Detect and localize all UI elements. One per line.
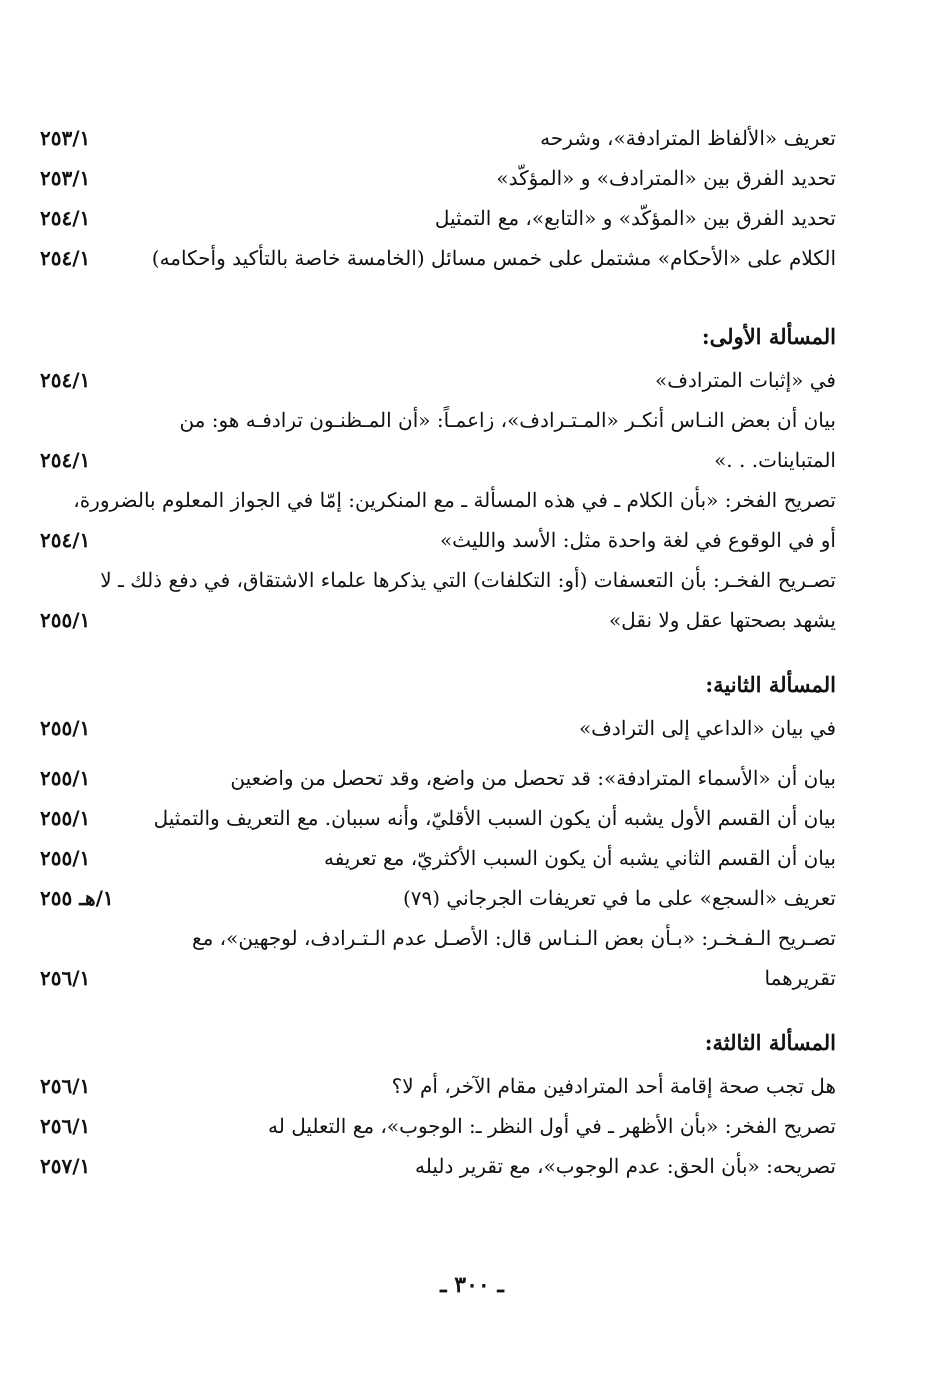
entry-text: تقريرهما bbox=[764, 966, 836, 990]
index-entry bbox=[40, 600, 836, 640]
index-entry bbox=[40, 520, 836, 560]
entry-text: تحديد الفرق بين «المؤكّد» و «التابع»، مع التمثيل bbox=[434, 206, 836, 230]
index-entry bbox=[40, 400, 836, 440]
section-heading: المسألة الثانية: bbox=[705, 672, 836, 697]
entry-ref: ٢٥٥/١ bbox=[40, 806, 91, 830]
entry-text: يشهد بصحتها عقل ولا نقل» bbox=[608, 608, 836, 632]
section-heading: المسألة الأولى: bbox=[701, 324, 836, 349]
index-entry bbox=[40, 560, 836, 600]
entry-text: بيان أن القسم الأول يشبه أن يكون السبب الأقليّ، وأنه سببان. مع التعريف والتمثيل bbox=[153, 806, 836, 830]
page-number: ـ ٣٠٠ ـ bbox=[440, 1272, 504, 1298]
index-entry bbox=[40, 798, 836, 838]
index-entry bbox=[40, 1106, 836, 1146]
section-heading: المسألة الثالثة: bbox=[704, 1030, 836, 1055]
index-entry bbox=[40, 480, 836, 520]
index-entry bbox=[40, 958, 836, 998]
entry-text: تصريح الفخر: «بأن الأظهر ـ في أول النظر ـ: الوجوب»، مع التعليل له bbox=[268, 1114, 836, 1138]
entry-ref: ٢٥٦/١ bbox=[40, 1074, 91, 1098]
entry-text: تحديد الفرق بين «المترادف» و «المؤكّد» bbox=[496, 166, 836, 190]
entry-ref: ١/هـ ٢٥٥ bbox=[40, 886, 114, 910]
entry-ref: ٢٥٤/١ bbox=[40, 246, 91, 270]
index-entry bbox=[40, 758, 836, 798]
index-column bbox=[40, 118, 836, 1186]
index-entry bbox=[40, 708, 836, 748]
entry-text: تصـريح الـفـخـر: «بـأن بعض الـنـاس قال: الأصـل عدم الـتـرادف، لوجهين»، مع bbox=[191, 926, 836, 950]
index-entry bbox=[40, 360, 836, 400]
entry-text: بيان أن القسم الثاني يشبه أن يكون السبب الأكثريّ، مع تعريفه bbox=[323, 846, 836, 870]
entry-text: تعريف «الألفاظ المترادفة»، وشرحه bbox=[540, 126, 836, 150]
entry-ref: ٢٥٣/١ bbox=[40, 126, 91, 150]
entry-ref: ٢٥٤/١ bbox=[40, 528, 91, 552]
entry-text: أو في الوقوع في لغة واحدة مثل: الأسد والليث» bbox=[439, 528, 836, 552]
index-entry bbox=[40, 238, 836, 278]
entry-text: الكلام على «الأحكام» مشتمل على خمس مسائل (الخامسة خاصة بالتأكيد وأحكامه) bbox=[151, 246, 836, 270]
entry-text: تعريف «السجع» على ما في تعريفات الجرجاني (٧٩) bbox=[402, 886, 836, 910]
index-entry bbox=[40, 918, 836, 958]
entry-ref: ٢٥٧/١ bbox=[40, 1154, 91, 1178]
entry-ref: ٢٥٥/١ bbox=[40, 846, 91, 870]
entry-ref: ٢٥٤/١ bbox=[40, 206, 91, 230]
entry-ref: ٢٥٥/١ bbox=[40, 608, 91, 632]
index-entry bbox=[40, 1146, 836, 1186]
entry-text: بيان أن «الأسماء المترادفة»: قد تحصل من واضع، وقد تحصل من واضعين bbox=[230, 766, 836, 790]
entry-ref: ٢٥٦/١ bbox=[40, 1114, 91, 1138]
index-entry bbox=[40, 440, 836, 480]
entry-text: المتباينات. . .» bbox=[714, 448, 836, 472]
index-entry bbox=[40, 878, 836, 918]
entry-ref: ٢٥٦/١ bbox=[40, 966, 91, 990]
entry-ref: ٢٥٣/١ bbox=[40, 166, 91, 190]
entry-text: بيان أن بعض النـاس أنكـر «المـتـرادف»، زاعمـاً: «أن المـظنـون ترادفـه هو: من bbox=[179, 408, 836, 432]
entry-text: تصريحه: «بأن الحق: عدم الوجوب»، مع تقرير دليله bbox=[414, 1154, 836, 1178]
index-entry bbox=[40, 838, 836, 878]
entry-text: في «إثبات المترادف» bbox=[655, 368, 836, 392]
entry-text: في بيان «الداعي إلى الترادف» bbox=[578, 716, 836, 740]
entry-ref: ٢٥٤/١ bbox=[40, 448, 91, 472]
entry-text: هل تجب صحة إقامة أحد المترادفين مقام الآخر، أم لا؟ bbox=[391, 1074, 836, 1098]
index-entry bbox=[40, 158, 836, 198]
entry-text: تصريح الفخر: «بأن الكلام ـ في هذه المسألة ـ مع المنكرين: إمّا في الجواز المعلوم بالضرورة، bbox=[73, 488, 836, 512]
entry-text: تصـريح الفخـر: بأن التعسفات (أو: التكلفات) التي يذكرها علماء الاشتقاق، في دفع ذلك ـ لا bbox=[100, 568, 836, 592]
index-entry bbox=[40, 198, 836, 238]
entry-ref: ٢٥٤/١ bbox=[40, 368, 91, 392]
index-entry bbox=[40, 1066, 836, 1106]
entry-ref: ٢٥٥/١ bbox=[40, 716, 91, 740]
entry-ref: ٢٥٥/١ bbox=[40, 766, 91, 790]
index-entry bbox=[40, 118, 836, 158]
